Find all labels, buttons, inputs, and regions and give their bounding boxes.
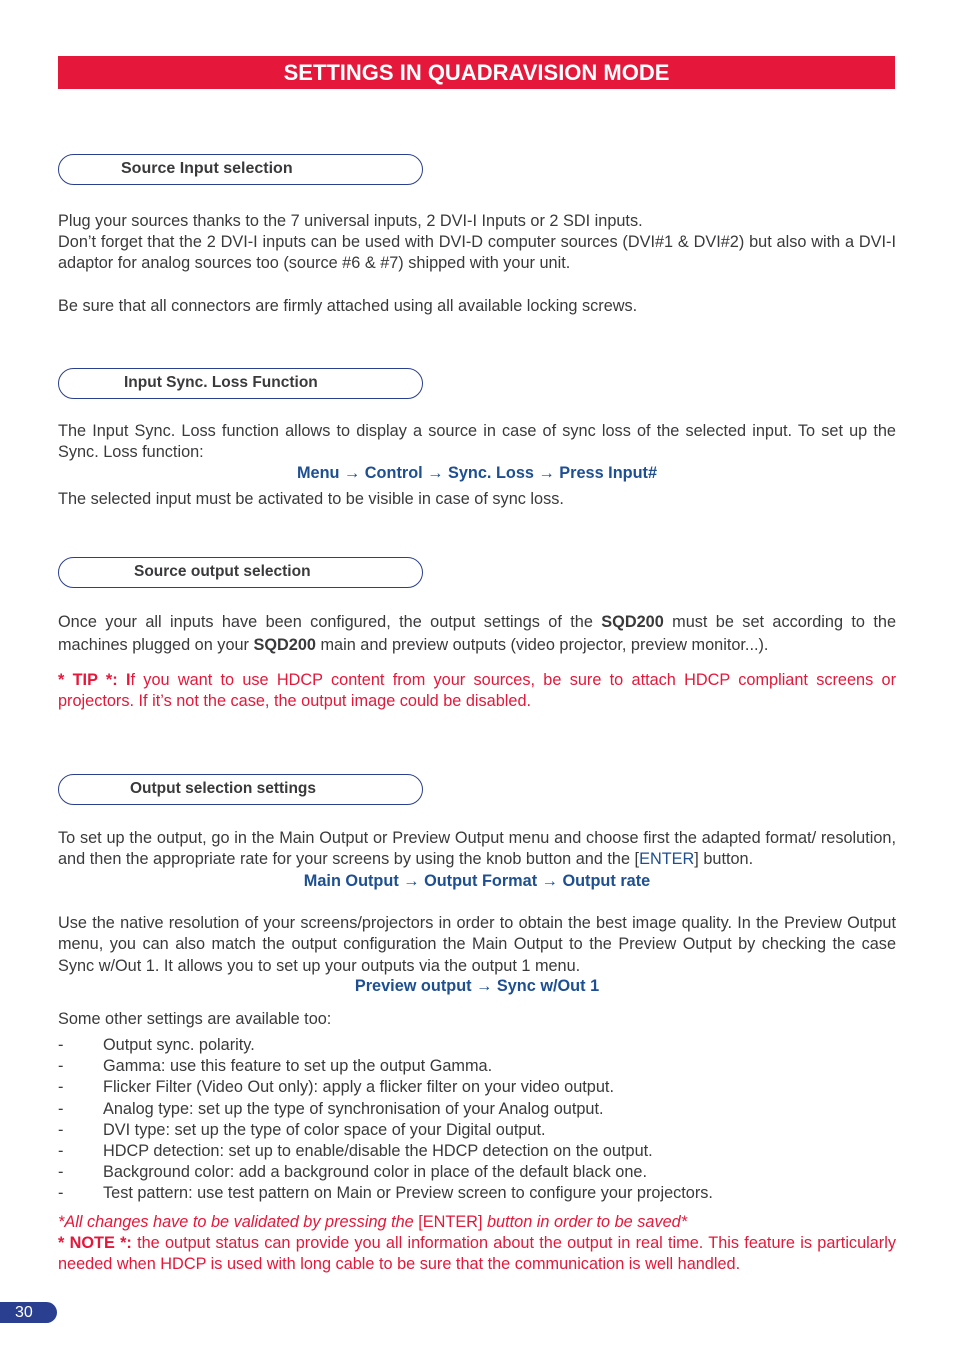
tip-note bbox=[58, 670, 896, 713]
text: To set up the output, go in the Main Output or Preview Output menu and choose first the adapted format/ resolution, and then the appropriate rate for your screens by using the knob button and the [ bbox=[58, 829, 896, 869]
enter-key-label: [ENTER] bbox=[418, 1213, 483, 1231]
list-dash: - bbox=[58, 1184, 64, 1203]
paragraph bbox=[58, 828, 896, 871]
section-heading-label: Output selection settings bbox=[130, 780, 317, 797]
list-dash: - bbox=[58, 1120, 64, 1139]
note bbox=[58, 1233, 896, 1276]
menu-path: Preview output → Sync w/Out 1 bbox=[354, 977, 600, 995]
list-item bbox=[58, 1099, 896, 1120]
paragraph: Plug your sources thanks to the 7 universal inputs, 2 DVI-I Inputs or 2 SDI inputs. bbox=[58, 212, 643, 230]
text: ] button. bbox=[694, 850, 754, 869]
text: button in order to be saved* bbox=[482, 1213, 688, 1231]
list-item-text: DVI type: set up the type of color space of your Digital output. bbox=[103, 1120, 546, 1139]
tip-label: * TIP *: I bbox=[58, 671, 131, 689]
product-name: SQD200 bbox=[601, 613, 664, 631]
paragraph: Use the native resolution of your screens/projectors in order to obtain the best image quality. In the Preview Output menu, you can also match the output configuration the Main Output to the Preview Output by checking the case Sync w/Out 1. It allows you to set up your outputs via the output 1 menu. bbox=[58, 914, 896, 975]
list-dash: - bbox=[58, 1099, 64, 1118]
list-dash: - bbox=[58, 1141, 64, 1160]
tip-text: f you want to use HDCP content from your sources, be sure to attach HDCP compliant screens or projectors. If it’s not the case, the output image could be disabled. bbox=[58, 671, 896, 711]
list-item bbox=[58, 1056, 896, 1077]
note-label: * NOTE *: bbox=[58, 1234, 132, 1252]
list-item-text: Gamma: use this feature to set up the output Gamma. bbox=[103, 1057, 493, 1076]
list-dash: - bbox=[58, 1163, 64, 1182]
list-item bbox=[58, 1162, 896, 1183]
paragraph bbox=[58, 611, 896, 657]
text: main and preview outputs (video projector, preview monitor...). bbox=[315, 636, 769, 654]
text: *All changes have to be validated by pressing the bbox=[58, 1213, 419, 1231]
list-item bbox=[58, 1120, 896, 1141]
page-number: 30 bbox=[15, 1304, 33, 1321]
validation-note bbox=[58, 1212, 896, 1233]
paragraph: Some other settings are available too: bbox=[58, 1010, 332, 1028]
note-text: the output status can provide you all information about the output in real time. This feature is particularly needed when HDCP is used with long cable to be sure that the communication is well handled. bbox=[58, 1234, 896, 1274]
list-item-text: HDCP detection: set up to enable/disable the HDCP detection on the output. bbox=[103, 1141, 653, 1160]
page-title-banner bbox=[58, 56, 895, 89]
list-item bbox=[58, 1077, 896, 1098]
list-item-text: Analog type: set up the type of synchronisation of your Analog output. bbox=[103, 1099, 604, 1118]
section-heading-label: Source Input selection bbox=[121, 160, 293, 177]
section-heading-sync-loss bbox=[58, 368, 423, 399]
list-dash: - bbox=[58, 1036, 64, 1054]
section-heading-label: Input Sync. Loss Function bbox=[124, 374, 318, 391]
settings-list bbox=[58, 1035, 896, 1205]
list-item-text: Background color: add a background color in place of the default black one. bbox=[103, 1163, 647, 1182]
page-number-tab bbox=[0, 1302, 57, 1323]
product-name: SQD200 bbox=[253, 636, 316, 654]
list-item bbox=[58, 1141, 896, 1162]
list-item bbox=[58, 1183, 896, 1204]
list-item-text: Test pattern: use test pattern on Main or Preview screen to configure your projectors. bbox=[103, 1184, 713, 1203]
menu-path: Main Output → Output Format → Output rate bbox=[303, 872, 651, 890]
list-dash: - bbox=[58, 1078, 64, 1097]
text: Once your all inputs have been configured, the output settings of the bbox=[58, 613, 602, 631]
list-item bbox=[58, 1035, 896, 1056]
text: must be set according to the machines plugged on your bbox=[58, 613, 896, 654]
section-heading-output-settings bbox=[58, 774, 423, 805]
enter-key-label: ENTER bbox=[639, 850, 695, 869]
list-item-text: Output sync. polarity. bbox=[103, 1036, 255, 1054]
page-title: SETTINGS IN QUADRAVISION MODE bbox=[283, 60, 670, 85]
section-heading-source-input bbox=[58, 154, 423, 185]
paragraph: The Input Sync. Loss function allows to display a source in case of sync loss of the selected input. To set up the Sync. Loss function: bbox=[58, 422, 896, 462]
paragraph: Don’t forget that the 2 DVI-I inputs can be used with DVI-D computer sources (DVI#1 & DVI#2) but also with a DVI-I adaptor for analog sources too (source #6 & #7) shipped with your unit. bbox=[58, 233, 896, 273]
list-dash: - bbox=[58, 1057, 64, 1076]
list-item-text: Flicker Filter (Video Out only): apply a flicker filter on your video output. bbox=[103, 1078, 614, 1097]
paragraph: The selected input must be activated to be visible in case of sync loss. bbox=[58, 490, 564, 508]
paragraph: Be sure that all connectors are firmly attached using all available locking screws. bbox=[58, 297, 638, 315]
section-heading-label: Source output selection bbox=[134, 563, 311, 580]
menu-path: Menu → Control → Sync. Loss → Press Input# bbox=[296, 464, 658, 482]
section-heading-source-output bbox=[58, 557, 423, 588]
